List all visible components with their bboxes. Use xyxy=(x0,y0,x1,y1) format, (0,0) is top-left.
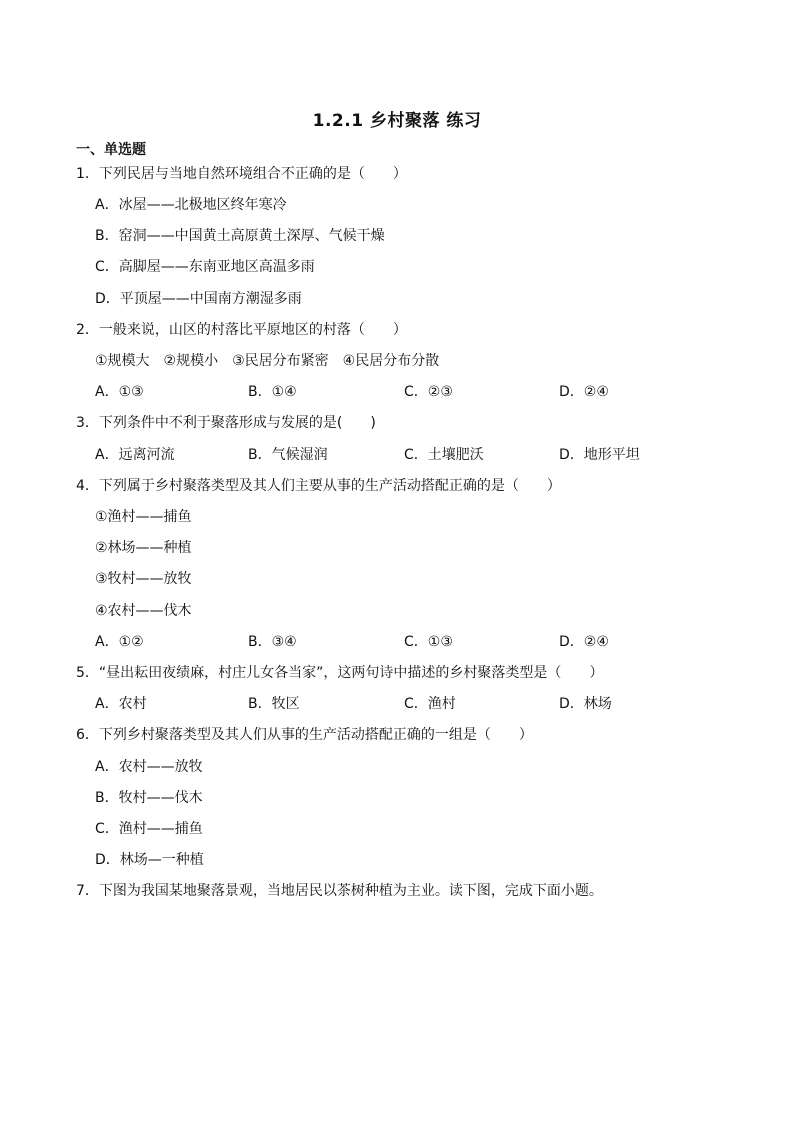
question-6-option-d[interactable]: D．林场—一种植 xyxy=(95,852,204,868)
question-2-option-d[interactable]: D．②④ xyxy=(559,384,609,400)
page-title: 1.2.1 乡村聚落 练习 xyxy=(312,111,482,131)
question-6-option-a[interactable]: A．农村——放牧 xyxy=(95,759,203,775)
question-4-statement-3: ③牧村——放牧 xyxy=(95,571,192,587)
question-5-option-d[interactable]: D．林场 xyxy=(559,696,612,712)
question-3-option-b[interactable]: B．气候湿润 xyxy=(248,447,328,463)
question-4-statement-4: ④农村——伐木 xyxy=(95,603,192,619)
question-4-stem: 4．下列属于乡村聚落类型及其人们主要从事的生产活动搭配正确的是（ ） xyxy=(76,478,561,494)
question-2-statements: ①规模大 ②规模小 ③民居分布紧密 ④民居分布分散 xyxy=(95,353,440,369)
question-5-option-c[interactable]: C．渔村 xyxy=(404,696,456,712)
question-5-stem: 5．“昼出耘田夜绩麻，村庄儿女各当家”，这两句诗中描述的乡村聚落类型是（ ） xyxy=(76,665,604,681)
question-4-option-b[interactable]: B．③④ xyxy=(248,634,297,650)
question-3-stem: 3．下列条件中不利于聚落形成与发展的是( ) xyxy=(76,415,376,431)
question-4-statement-2: ②林场——种植 xyxy=(95,540,192,556)
question-1-option-c[interactable]: C．高脚屋——东南亚地区高温多雨 xyxy=(95,259,315,275)
question-5-option-b[interactable]: B．牧区 xyxy=(248,696,300,712)
question-3-option-a[interactable]: A．远离河流 xyxy=(95,447,175,463)
question-7-stem: 7．下图为我国某地聚落景观，当地居民以茶树种植为主业。读下图，完成下面小题。 xyxy=(76,883,603,899)
question-5-option-a[interactable]: A．农村 xyxy=(95,696,147,712)
question-1-option-b[interactable]: B．窑洞——中国黄土高原黄土深厚、气候干燥 xyxy=(95,228,385,244)
question-2-stem: 2．一般来说，山区的村落比平原地区的村落（ ） xyxy=(76,322,407,338)
question-6-option-c[interactable]: C．渔村——捕鱼 xyxy=(95,821,203,837)
question-2-option-c[interactable]: C．②③ xyxy=(404,384,453,400)
question-1-option-d[interactable]: D．平顶屋——中国南方潮湿多雨 xyxy=(95,291,302,307)
question-2-option-b[interactable]: B．①④ xyxy=(248,384,297,400)
section-heading: 一、单选题 xyxy=(76,142,146,158)
question-3-option-c[interactable]: C．土壤肥沃 xyxy=(404,447,484,463)
question-4-option-a[interactable]: A．①② xyxy=(95,634,144,650)
question-4-statement-1: ①渔村——捕鱼 xyxy=(95,509,192,525)
question-4-option-c[interactable]: C．①③ xyxy=(404,634,453,650)
question-2-option-a[interactable]: A．①③ xyxy=(95,384,144,400)
question-4-option-d[interactable]: D．②④ xyxy=(559,634,609,650)
question-6-option-b[interactable]: B．牧村——伐木 xyxy=(95,790,203,806)
question-3-option-d[interactable]: D．地形平坦 xyxy=(559,447,640,463)
question-6-stem: 6．下列乡村聚落类型及其人们从事的生产活动搭配正确的一组是（ ） xyxy=(76,727,533,743)
question-1-option-a[interactable]: A．冰屋——北极地区终年寒冷 xyxy=(95,197,287,213)
question-1-stem: 1．下列民居与当地自然环境组合不正确的是（ ） xyxy=(76,166,407,182)
